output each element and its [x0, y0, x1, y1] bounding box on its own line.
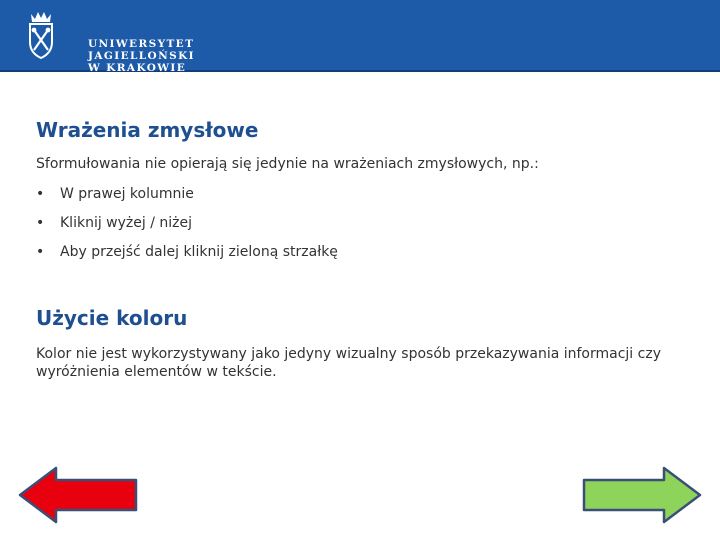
section-title-sensory: Wrażenia zmysłowe — [36, 118, 259, 142]
section-intro: Sformułowania nie opierają się jedynie na wrażeniach zmysłowych, np.: — [36, 156, 539, 172]
list-item-text: W prawej kolumnie — [60, 186, 194, 202]
brand-name — [88, 38, 195, 74]
list-item — [36, 186, 338, 215]
bullet-dot: • — [36, 186, 45, 202]
list-item — [36, 215, 338, 244]
section-body: Kolor nie jest wykorzystywany jako jedyny wizualny sposób przekazywania informacji czy wyróżnienia elementów w tekście. — [36, 346, 661, 380]
arrow-left-icon — [18, 466, 140, 524]
bullet-dot: • — [36, 244, 45, 260]
list-item-text: Kliknij wyżej / niżej — [60, 215, 192, 231]
back-arrow-button[interactable] — [18, 466, 140, 528]
next-arrow-button[interactable] — [582, 466, 704, 528]
bullet-dot: • — [36, 215, 45, 231]
brand-line-1: UNIWERSYTET JAGIELLOŃSKI — [88, 38, 195, 62]
header-bar — [0, 0, 720, 72]
list-item-text: Aby przejść dalej kliknij zieloną strzałkę — [60, 244, 338, 260]
brand-line-2: W KRAKOWIE — [88, 62, 187, 74]
university-logo — [26, 10, 195, 74]
list-item — [36, 244, 338, 273]
arrow-right-icon — [582, 466, 704, 524]
university-crest-icon — [26, 10, 56, 60]
section-title-color: Użycie koloru — [36, 306, 188, 330]
bullet-list — [36, 186, 338, 273]
